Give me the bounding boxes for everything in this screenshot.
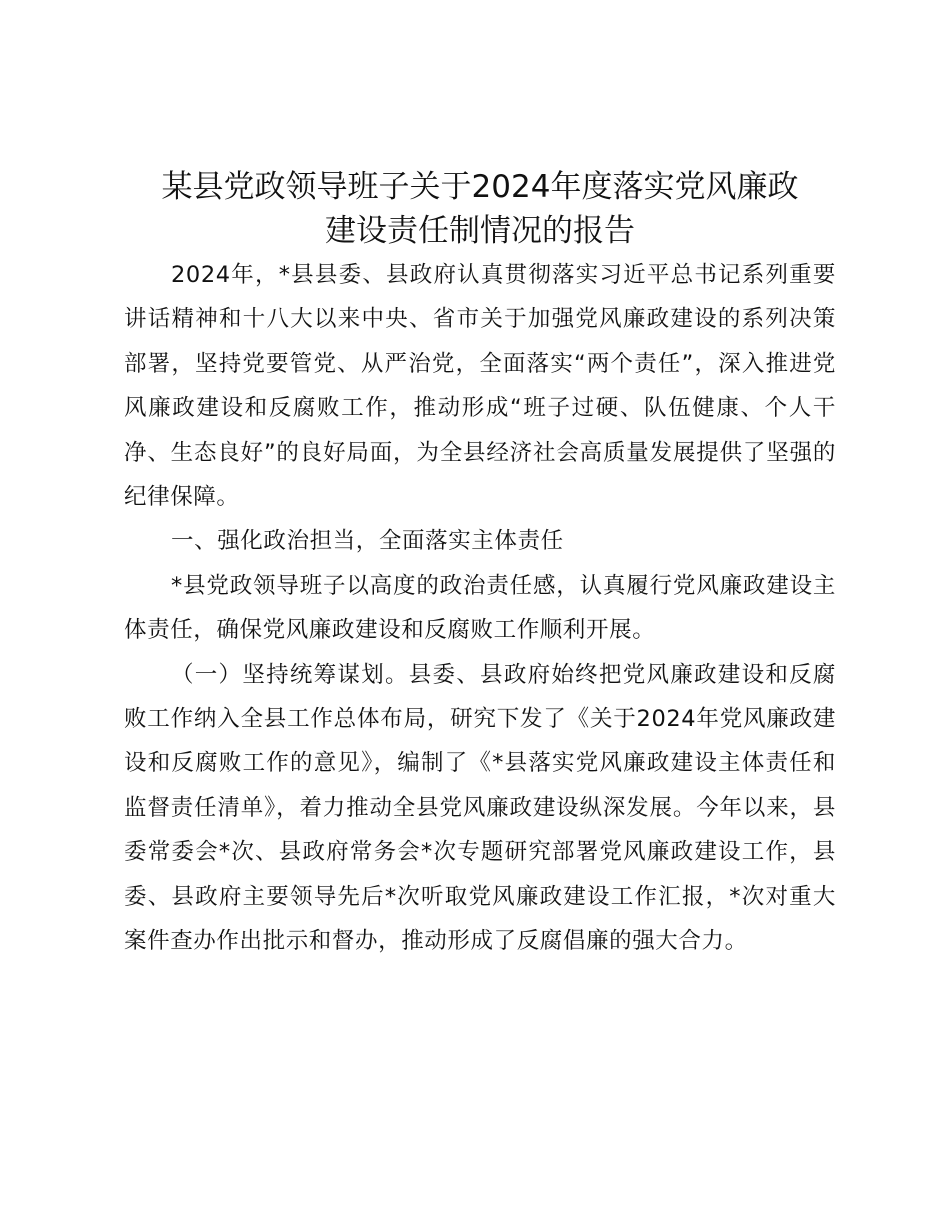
document-page [124,165,836,964]
document-title [114,165,846,253]
title-line-1: 某县党政领导班子关于2024年度落实党风廉政 [161,169,799,205]
section-1-paragraph: *县党政领导班子以高度的政治责任感，认真履行党风廉政建设主体责任，确保党风廉政建设和反腐败工作顺利开展。 [124,572,836,644]
intro-paragraph: 2024年，*县县委、县政府认真贯彻落实习近平总书记系列重要讲话精神和十八大以来中央、省市关于加强党风廉政建设的系列决策部署，坚持党要管党、从严治党，全面落实“两个责任”，深入推进党风廉政建设和反腐败工作，推动形成“班子过硬、队伍健康、个人干净、生态良好”的良好局面，为全县经济社会高质量发展提供了坚强的纪律保障。 [124,262,836,511]
section-heading-1: 一、强化政治担当，全面落实主体责任 [171,528,564,555]
subsection-1-paragraph: （一）坚持统筹谋划。县委、县政府始终把党风廉政建设和反腐败工作纳入全县工作总体布局，研究下发了《关于2024年党风廉政建设和反腐败工作的意见》，编制了《*县落实党风廉政建设主体责任和监督责任清单》，着力推动全县党风廉政建设纵深发展。今年以来，县委常委会*次、县政府常务会*次专题研究部署党风廉政建设工作，县委、县政府主要领导先后*次听取党风廉政建设工作汇报，*次对重大案件查办作出批示和督办，推动形成了反腐倡廉的强大合力。 [124,661,836,955]
title-line-2: 建设责任制情况的报告 [325,213,635,249]
